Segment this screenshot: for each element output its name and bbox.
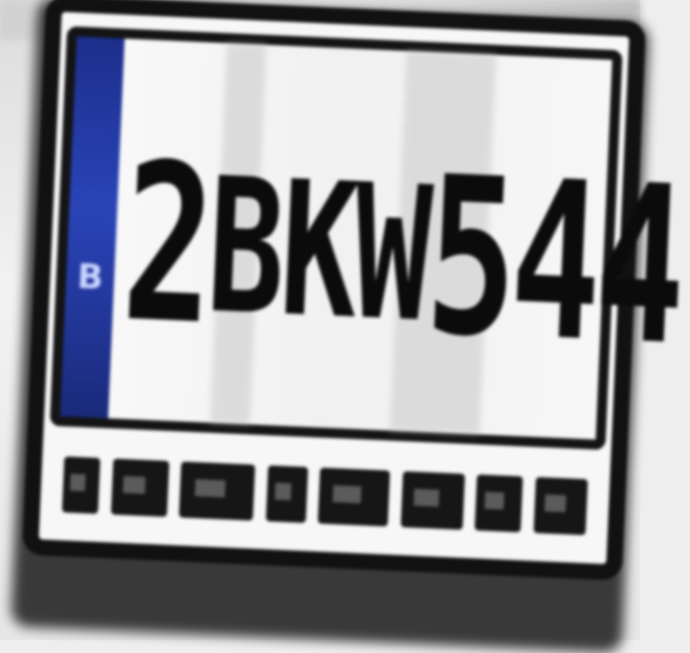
license-plate bbox=[22, 0, 686, 581]
dealer-text-block bbox=[111, 459, 169, 517]
plate-face bbox=[50, 26, 686, 450]
dealer-text-block bbox=[318, 468, 390, 527]
dealer-text-block bbox=[400, 471, 464, 530]
registration-prefix-digit: 2 bbox=[118, 117, 214, 374]
dealer-text-block bbox=[179, 462, 255, 521]
dealer-text-block bbox=[266, 465, 308, 523]
dealer-text-block bbox=[475, 474, 523, 532]
country-code-letter: B bbox=[76, 256, 105, 298]
dealer-text-block bbox=[62, 456, 100, 514]
dealer-text-block bbox=[533, 477, 587, 535]
registration-letters: BKW bbox=[203, 138, 432, 365]
eu-country-band bbox=[60, 37, 125, 419]
registration-number bbox=[113, 5, 686, 504]
registration-digits: 544 bbox=[421, 130, 686, 395]
